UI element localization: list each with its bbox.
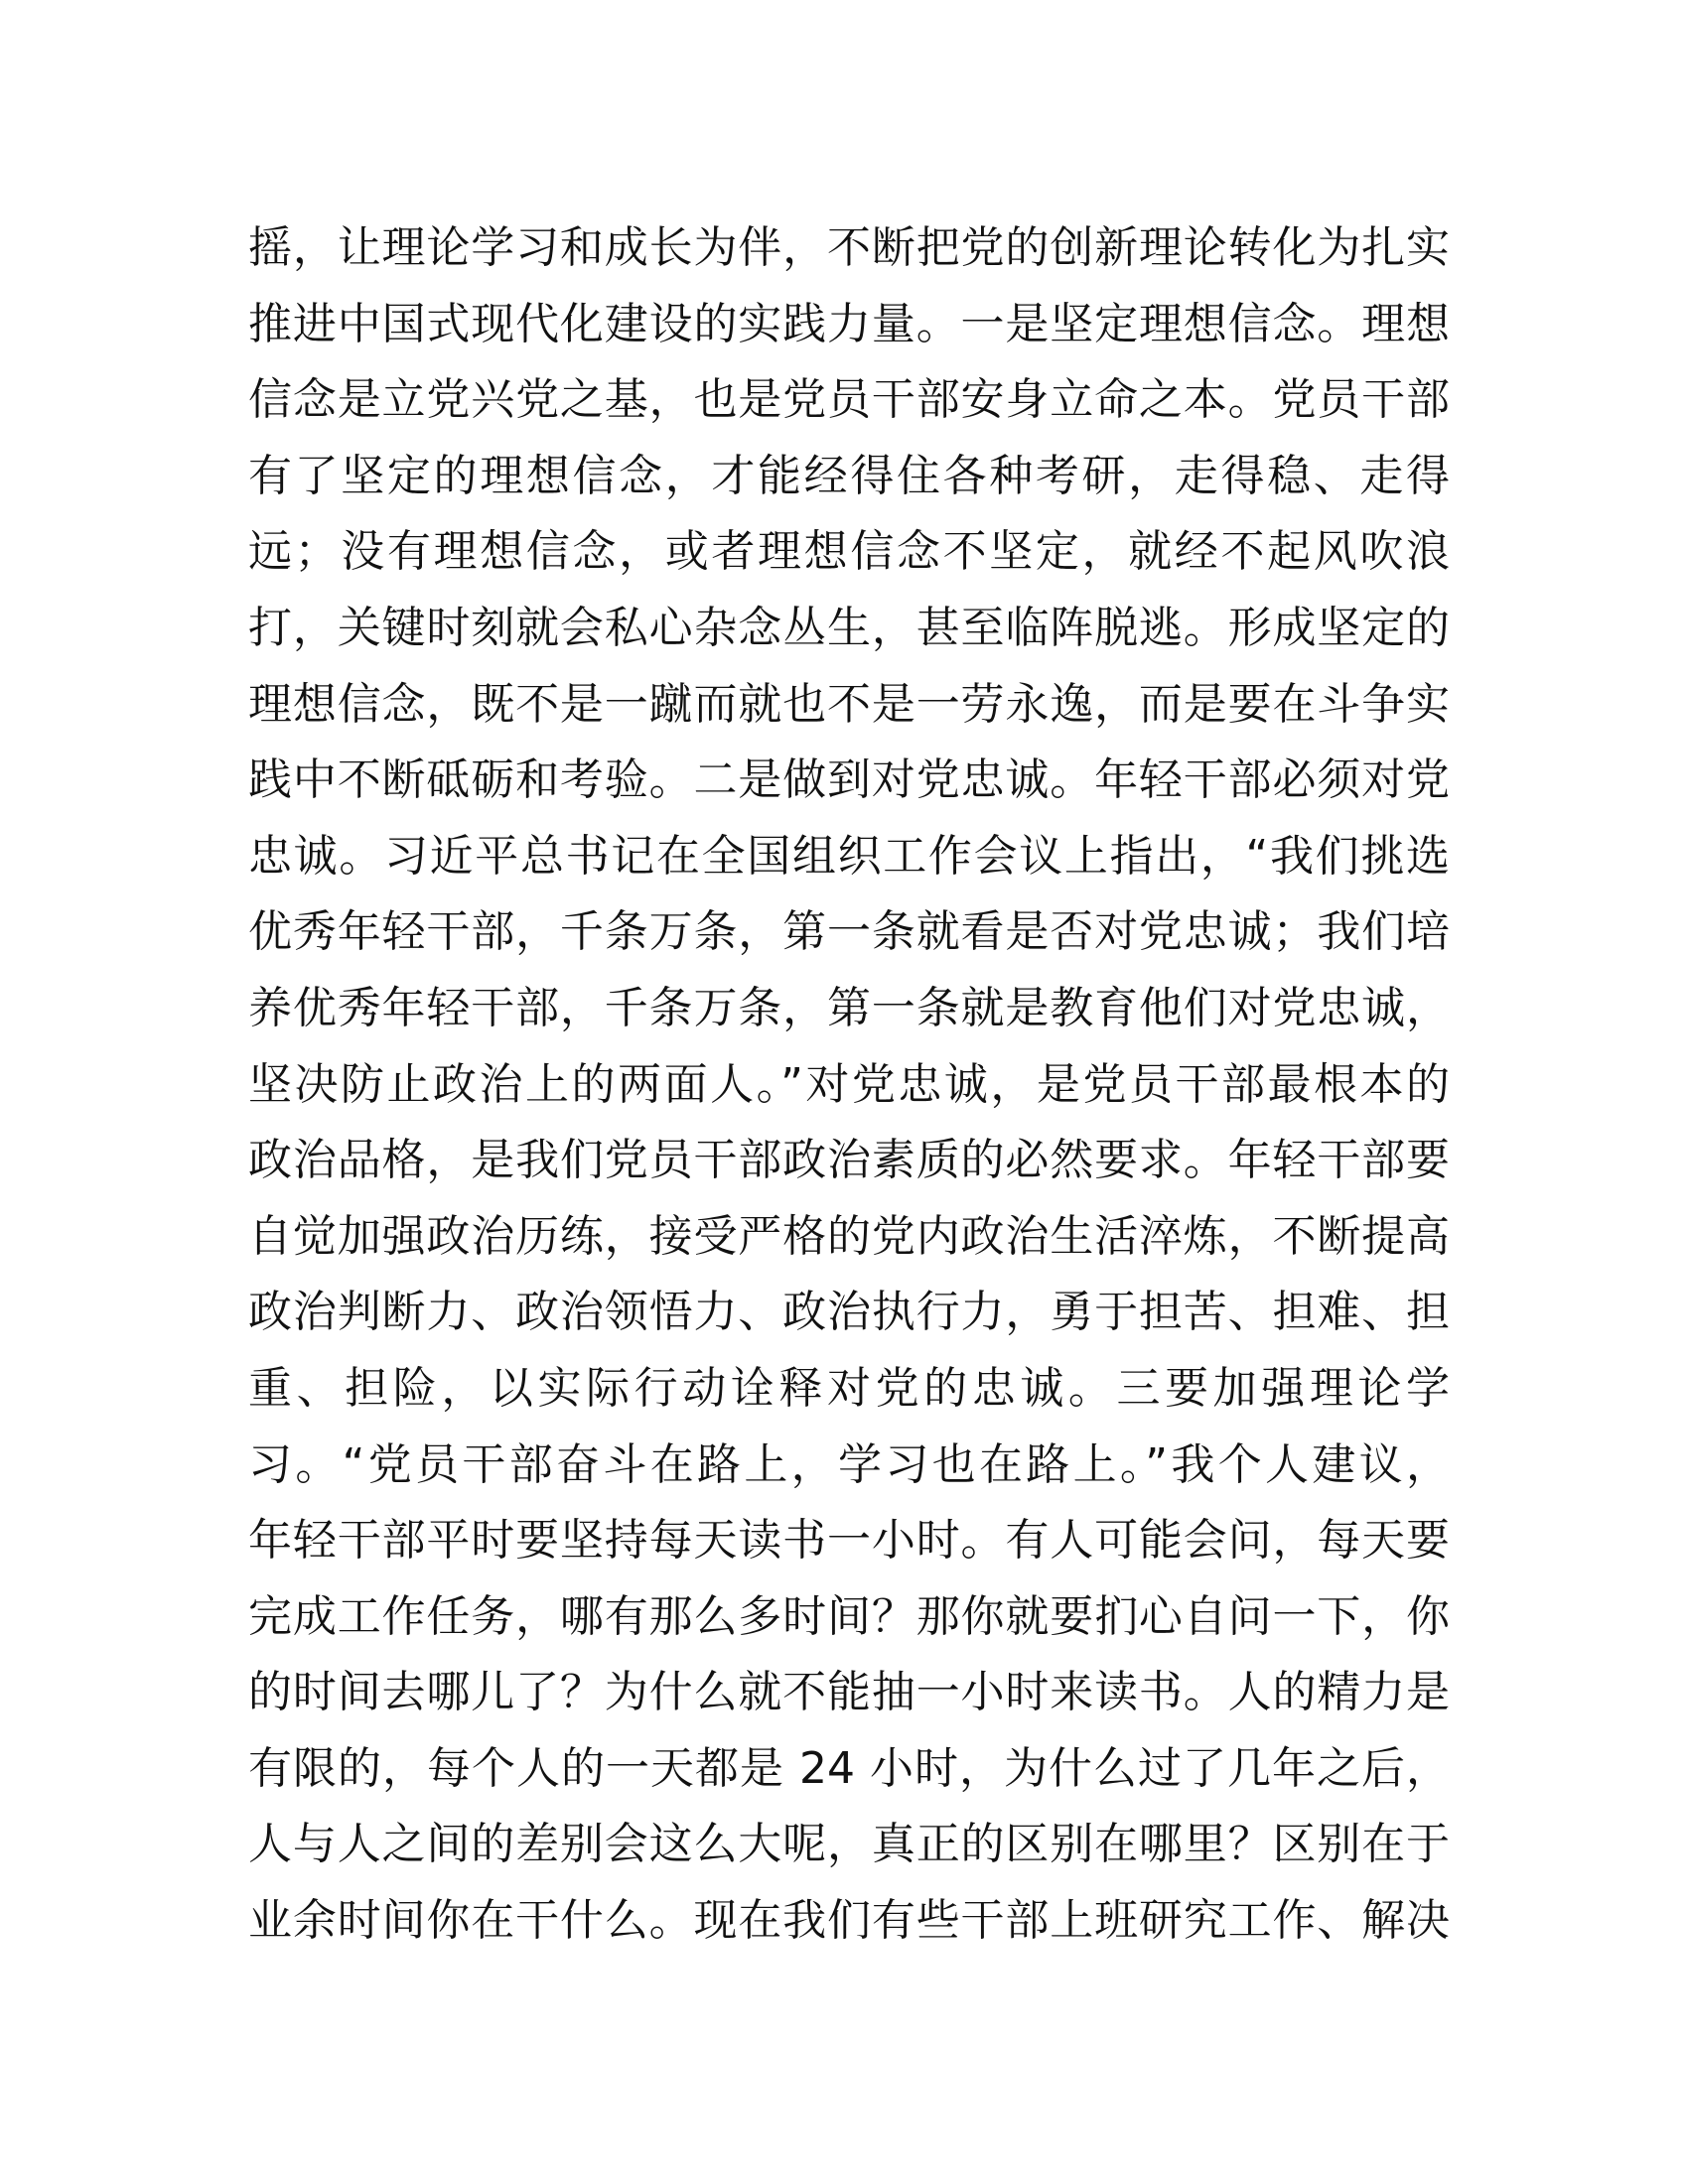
text-line-11: 养优秀年轻干部，千条万条，第一条就是教育他们对党忠诚， (248, 982, 1450, 1033)
text-line-16: 重、担险，以实际行动诠释对党的忠诚。三要加强理论学 (248, 1362, 1450, 1414)
text-line-8: 践中不断砥砺和考验。二是做到对党忠诚。年轻干部必须对党 (248, 754, 1450, 806)
text-line-17: 习。“党员干部奋斗在路上，学习也在路上。”我个人建议， (248, 1438, 1450, 1490)
text-line-21: 有限的，每个人的一天都是 24 小时，为什么过了几年之后， (248, 1742, 1450, 1794)
text-line-9: 忠诚。习近平总书记在全国组织工作会议上指出，“我们挑选 (248, 830, 1450, 882)
text-line-10: 优秀年轻干部，千条万条，第一条就看是否对党忠诚；我们培 (248, 906, 1450, 958)
text-line-7: 理想信念，既不是一蹴而就也不是一劳永逸，而是要在斗争实 (248, 678, 1450, 730)
text-line-4: 有了坚定的理想信念，才能经得住各种考研，走得稳、走得 (248, 450, 1450, 501)
text-line-20: 的时间去哪儿了？为什么就不能抽一小时来读书。人的精力是 (248, 1667, 1450, 1718)
text-line-15: 政治判断力、政治领悟力、政治执行力，勇于担苦、担难、担 (248, 1287, 1450, 1338)
text-line-22: 人与人之间的差别会这么大呢，真正的区别在哪里？区别在于 (248, 1819, 1450, 1870)
text-line-5: 远；没有理想信念，或者理想信念不坚定，就经不起风吹浪 (248, 526, 1450, 578)
text-line-1: 摇，让理论学习和成长为伴，不断把党的创新理论转化为扎实 (248, 222, 1450, 273)
text-line-13: 政治品格，是我们党员干部政治素质的必然要求。年轻干部要 (248, 1135, 1450, 1186)
text-line-18: 年轻干部平时要坚持每天读书一小时。有人可能会问，每天要 (248, 1515, 1450, 1567)
text-line-12: 坚决防止政治上的两面人。”对党忠诚，是党员干部最根本的 (248, 1058, 1450, 1110)
text-line-2: 推进中国式现代化建设的实践力量。一是坚定理想信念。理想 (248, 298, 1450, 349)
text-line-19: 完成工作任务，哪有那么多时间？那你就要扪心自问一下，你 (248, 1590, 1450, 1642)
text-line-14: 自觉加强政治历练，接受严格的党内政治生活淬炼，不断提高 (248, 1210, 1450, 1262)
text-line-23: 业余时间你在干什么。现在我们有些干部上班研究工作、解决 (248, 1895, 1450, 1947)
text-line-6: 打，关键时刻就会私心杂念丛生，甚至临阵脱逃。形成坚定的 (248, 602, 1450, 653)
body-paragraph (248, 210, 1450, 1960)
text-line-3: 信念是立党兴党之基，也是党员干部安身立命之本。党员干部 (248, 374, 1450, 426)
